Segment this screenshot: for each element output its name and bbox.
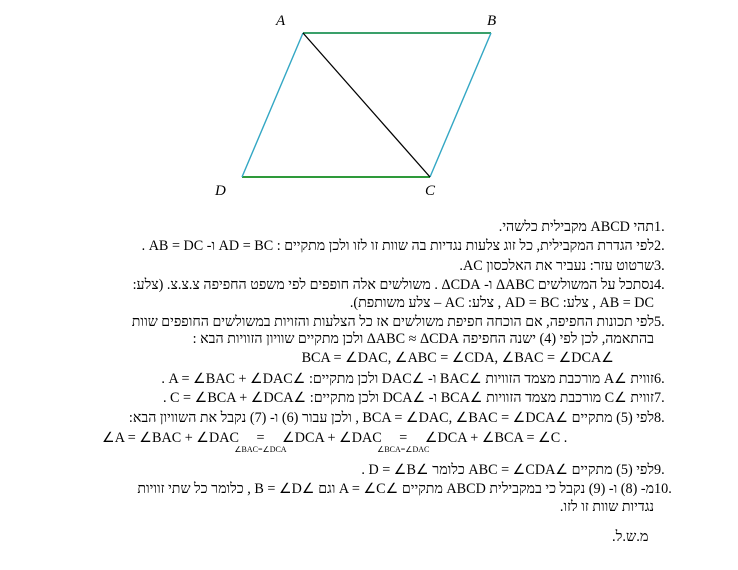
diagonal-ac [303,33,430,177]
step-line: AB = DC , צלע: AD = BC , צלע: AC – צלע משותפת). [349,294,654,311]
step-number: 7. [654,390,665,407]
vertex-label-b: B [487,13,497,29]
step-line: לפי תכונות החפיפה, אם הוכחה חפיפת משולשים אז כל הצלעות והזויות במשולשים החופפים שוות [131,314,654,331]
proof-step-7 [40,390,680,407]
step-number: 10. [654,481,672,498]
equals-annotation: ∠BCA=∠DAC [377,445,430,455]
vertex-label-d: D [215,183,226,199]
equals-sign: = [399,430,408,447]
proof-step-9 [40,462,680,479]
step-line: בהתאמה, לכן לפי (4) ישנה החפיפה ΔABC ≈ ΔCDA ולכן מתקיים שוויון הזוויות הבא : [192,331,654,348]
proof-step-6 [40,371,680,388]
step-line: נגדיות שוות זו לזו. [559,498,654,515]
step-line: לפי (5) מתקיים ∠ABC = ∠CDA כלומר ∠D = ∠B . [361,462,654,479]
proof-step-2 [40,238,680,255]
step-number: 5. [654,314,665,331]
step-number: 6. [654,370,665,387]
proof-step-1 [40,219,680,236]
proof-step-3 [40,258,680,275]
step-number: 3. [654,257,665,274]
step-line: תהי ABCD מקבילית כלשהי. [498,219,654,235]
step-line: זווית ∠C מורכבת מצמד הזוויות ∠BCA ו- ∠DCA ולכן מתקיים: ∠C = ∠BCA + ∠DCA . [162,390,654,407]
equals-annotation: ∠BAC=∠DCA [234,445,287,455]
proof-text [40,219,680,516]
step-number: 1. [654,219,665,235]
step-number: 4. [654,277,665,294]
qed-mark: מ.ש.ל. [612,529,649,545]
equation-part: ∠A = ∠BAC + ∠DAC [102,430,239,447]
equation-part: ∠DCA + ∠BCA = ∠C . [424,430,568,447]
step-number: 2. [654,238,665,255]
step-line: שרטוט עזר: נעביר את האלכסון AC. [459,257,654,274]
parallelogram-figure [0,0,738,215]
proof-step-4 [40,277,680,312]
proof-step-10 [40,481,680,516]
vertex-label-a: A [276,13,286,29]
equation-8 [40,429,654,455]
equation-part: ∠DCA + ∠DAC [282,430,382,447]
step-line: לפי הגדרת המקבילית, כל זוג צלעות נגדיות בה שוות זו לזו ולכן מתקיים : AD = BC ו- AB = DC . [141,238,654,255]
step-number: 9. [654,462,665,479]
step-number: 8. [654,409,665,426]
step-line: לפי (5) מתקיים ∠BCA = ∠DAC, ∠BAC = ∠DCA , ולכן עבור (6) ו- (7) נקבל את השוויון הבא: [128,409,654,426]
proof-step-8 [40,410,680,460]
parallelogram-drawing [0,0,738,215]
equals-sign: = [256,430,265,447]
step-line: ∠BCA = ∠DAC, ∠ABC = ∠CDA, ∠BAC = ∠DCA [301,349,614,366]
step-line: נסתכל על המשולשים ΔABC ו- ΔCDA . משולשים אלה חופפים לפי משפט החפיפה צ.צ.צ. (צלע: [132,277,654,294]
side-bc [430,33,491,177]
side-da [242,33,303,177]
proof-step-5 [40,314,680,368]
step-line: זווית ∠A מורכבת מצמד הזוויות ∠BAC ו- ∠DAC ולכן מתקיים: ∠A = ∠BAC + ∠DAC . [161,370,654,387]
step-line: מ- (8) ו- (9) נקבל כי במקבילית ABCD מתקיים ∠A = ∠C וגם ∠B = ∠D , כלומר כל שתי זוויות [137,481,654,498]
vertex-label-c: C [425,183,436,199]
